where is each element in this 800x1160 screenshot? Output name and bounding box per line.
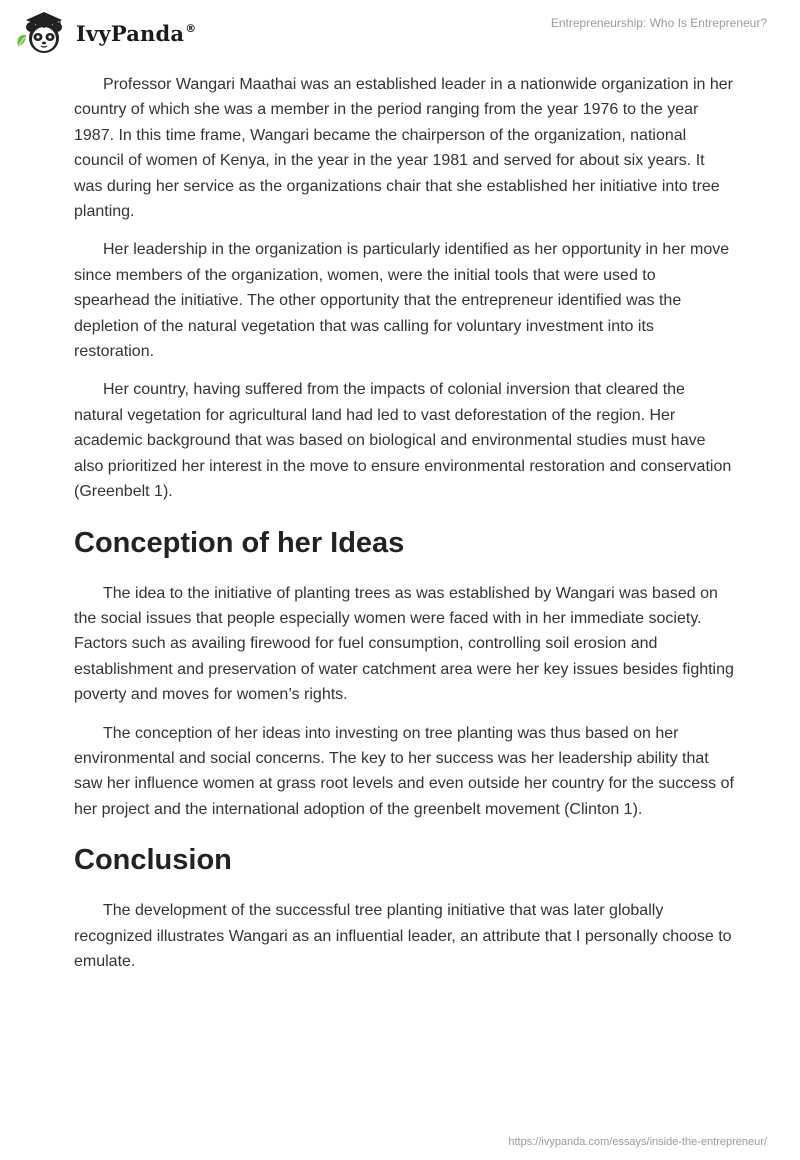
panda-graduate-icon bbox=[14, 8, 74, 56]
paragraph: Professor Wangari Maathai was an established leader in a nationwide organization in her country of which she was a member in the period ranging from the year 1976 to the year 1987. In this time frame, Wangari became the chairperson of the organization, national council of women of Kenya, in the year in the year 1981 and served for about six years. It was during her service as the organizations chair that she established her initiative into tree planting. bbox=[74, 76, 733, 221]
document-title: Entrepreneurship: Who Is Entrepreneur? bbox=[550, 16, 767, 30]
page-header bbox=[0, 0, 800, 62]
registered-mark: ® bbox=[185, 21, 197, 35]
paragraph: The development of the successful tree planting initiative that was later globally recognized illustrates Wangari as an influential leader, an attribute that I personally choose to emulate. bbox=[74, 902, 732, 970]
source-url-link[interactable]: https://ivypanda.com/essays/inside-the-entrepreneur/ bbox=[508, 1136, 767, 1148]
section-heading-conception: Conception of her Ideas bbox=[74, 526, 405, 559]
paragraph: The conception of her ideas into investing on tree planting was thus based on her environmental and social concerns. The key to her success was her leadership ability that saw her influence women at grass root levels and even outside her country for the success of her project and the international adoption of the greenbelt movement (Clinton 1). bbox=[74, 724, 734, 818]
ivypanda-logo[interactable] bbox=[14, 8, 196, 56]
section-heading-conclusion: Conclusion bbox=[74, 844, 232, 877]
paragraph: The idea to the initiative of planting trees as was established by Wangari was based on the social issues that people especially women were faced with in her immediate society. Factors such as availing firewood for fuel consumption, controlling soil erosion and establishment and preservation of water catchment area were her key issues besides fighting poverty and moves for women’s rights. bbox=[74, 584, 734, 704]
essay-body bbox=[74, 72, 734, 987]
brand-name: IvyPanda® bbox=[76, 20, 197, 46]
paragraph: Her leadership in the organization is particularly identified as her opportunity in her move since members of the organization, women, were the initial tools that were used to spearhead the initiative. The other opportunity that the entrepreneur identified was the depletion of the natural vegetation that was calling for voluntary investment into its restoration. bbox=[74, 241, 730, 361]
paragraph: Her country, having suffered from the impacts of colonial inversion that cleared the natural vegetation for agricultural land had led to vast deforestation of the region. Her academic background that was based on biological and environmental studies must have also prioritized her interest in the move to ensure environmental restoration and conservation (Greenbelt 1). bbox=[74, 381, 732, 501]
